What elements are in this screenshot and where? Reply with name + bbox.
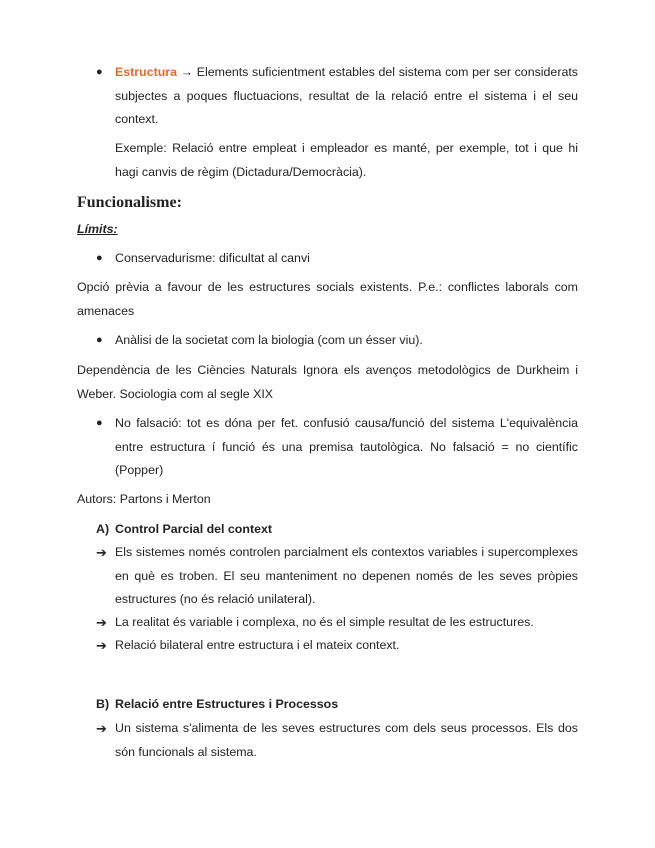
section-a-item-3: Relació bilateral entre estructura i el mateix context.: [115, 638, 400, 652]
authors-line: Autors: Partons i Merton: [77, 492, 211, 506]
arrow-icon: ➔: [96, 545, 107, 560]
arrow-icon: ➔: [96, 615, 107, 630]
example-text: Exemple: Relació entre empleat i empleador es manté, per exemple, tot i que hi hagi canvis de règim (Dictadura/Democràcia).: [115, 141, 578, 179]
paragraph-opcio: Opció prèvia a favour de les estructures socials existents. P.e.: conflictes laborals com amenaces: [77, 280, 578, 318]
section-b-letter: B): [96, 697, 110, 711]
bullet-icon: ●: [96, 334, 103, 346]
arrow-icon: ➔: [96, 638, 107, 653]
section-a-item-2: La realitat és variable i complexa, no és el simple resultat de les estructures.: [115, 615, 534, 629]
limits-label: Límits:: [77, 222, 118, 236]
bullet-no-falsacio: No falsació: tot es dóna per fet. confusió causa/funció del sistema L'equivalència entre estructura í funció és una premisa tautològica. No falsació = no científic (Popper): [115, 416, 578, 477]
section-b-title: Relació entre Estructures i Processos: [115, 697, 339, 711]
arrow-glyph: →: [180, 65, 194, 79]
heading-funcionalisme: Funcionalisme:: [77, 194, 182, 211]
bullet-icon: ●: [96, 417, 103, 429]
bullet-analisi: Anàlisi de la societat com la biologia (com un ésser viu).: [115, 333, 423, 347]
definition-text: Elements suficientment estables del sistema com per ser considerats subjectes a poques fluctuacions, resultat de la relació entre el sistema i el seu context.: [115, 65, 578, 126]
bullet-icon: ●: [96, 66, 103, 78]
term-estructura: Estructura: [115, 65, 177, 79]
section-a-item-1: Els sistemes només controlen parcialment els contextos variables i supercomplexes en què es troben. El seu manteniment no depenen només de les seves pròpies estructures (no és relació unilateral).: [115, 545, 578, 606]
paragraph-dependencia: Dependència de les Ciències Naturals Ignora els avenços metodològics de Durkheim i Weber. Sociologia com al segle XIX: [77, 363, 578, 401]
bullet-icon: ●: [96, 252, 103, 264]
section-b-item-1: Un sistema s'alimenta de les seves estructures com dels seus processos. Els dos són funcionals al sistema.: [115, 721, 578, 759]
section-a-letter: A): [96, 522, 110, 536]
arrow-icon: ➔: [96, 721, 107, 736]
bullet-conservadurisme: Conservadurisme: dificultat al canvi: [115, 251, 310, 265]
section-a-title: Control Parcial del context: [115, 522, 272, 536]
estructura-definition: [115, 61, 578, 132]
